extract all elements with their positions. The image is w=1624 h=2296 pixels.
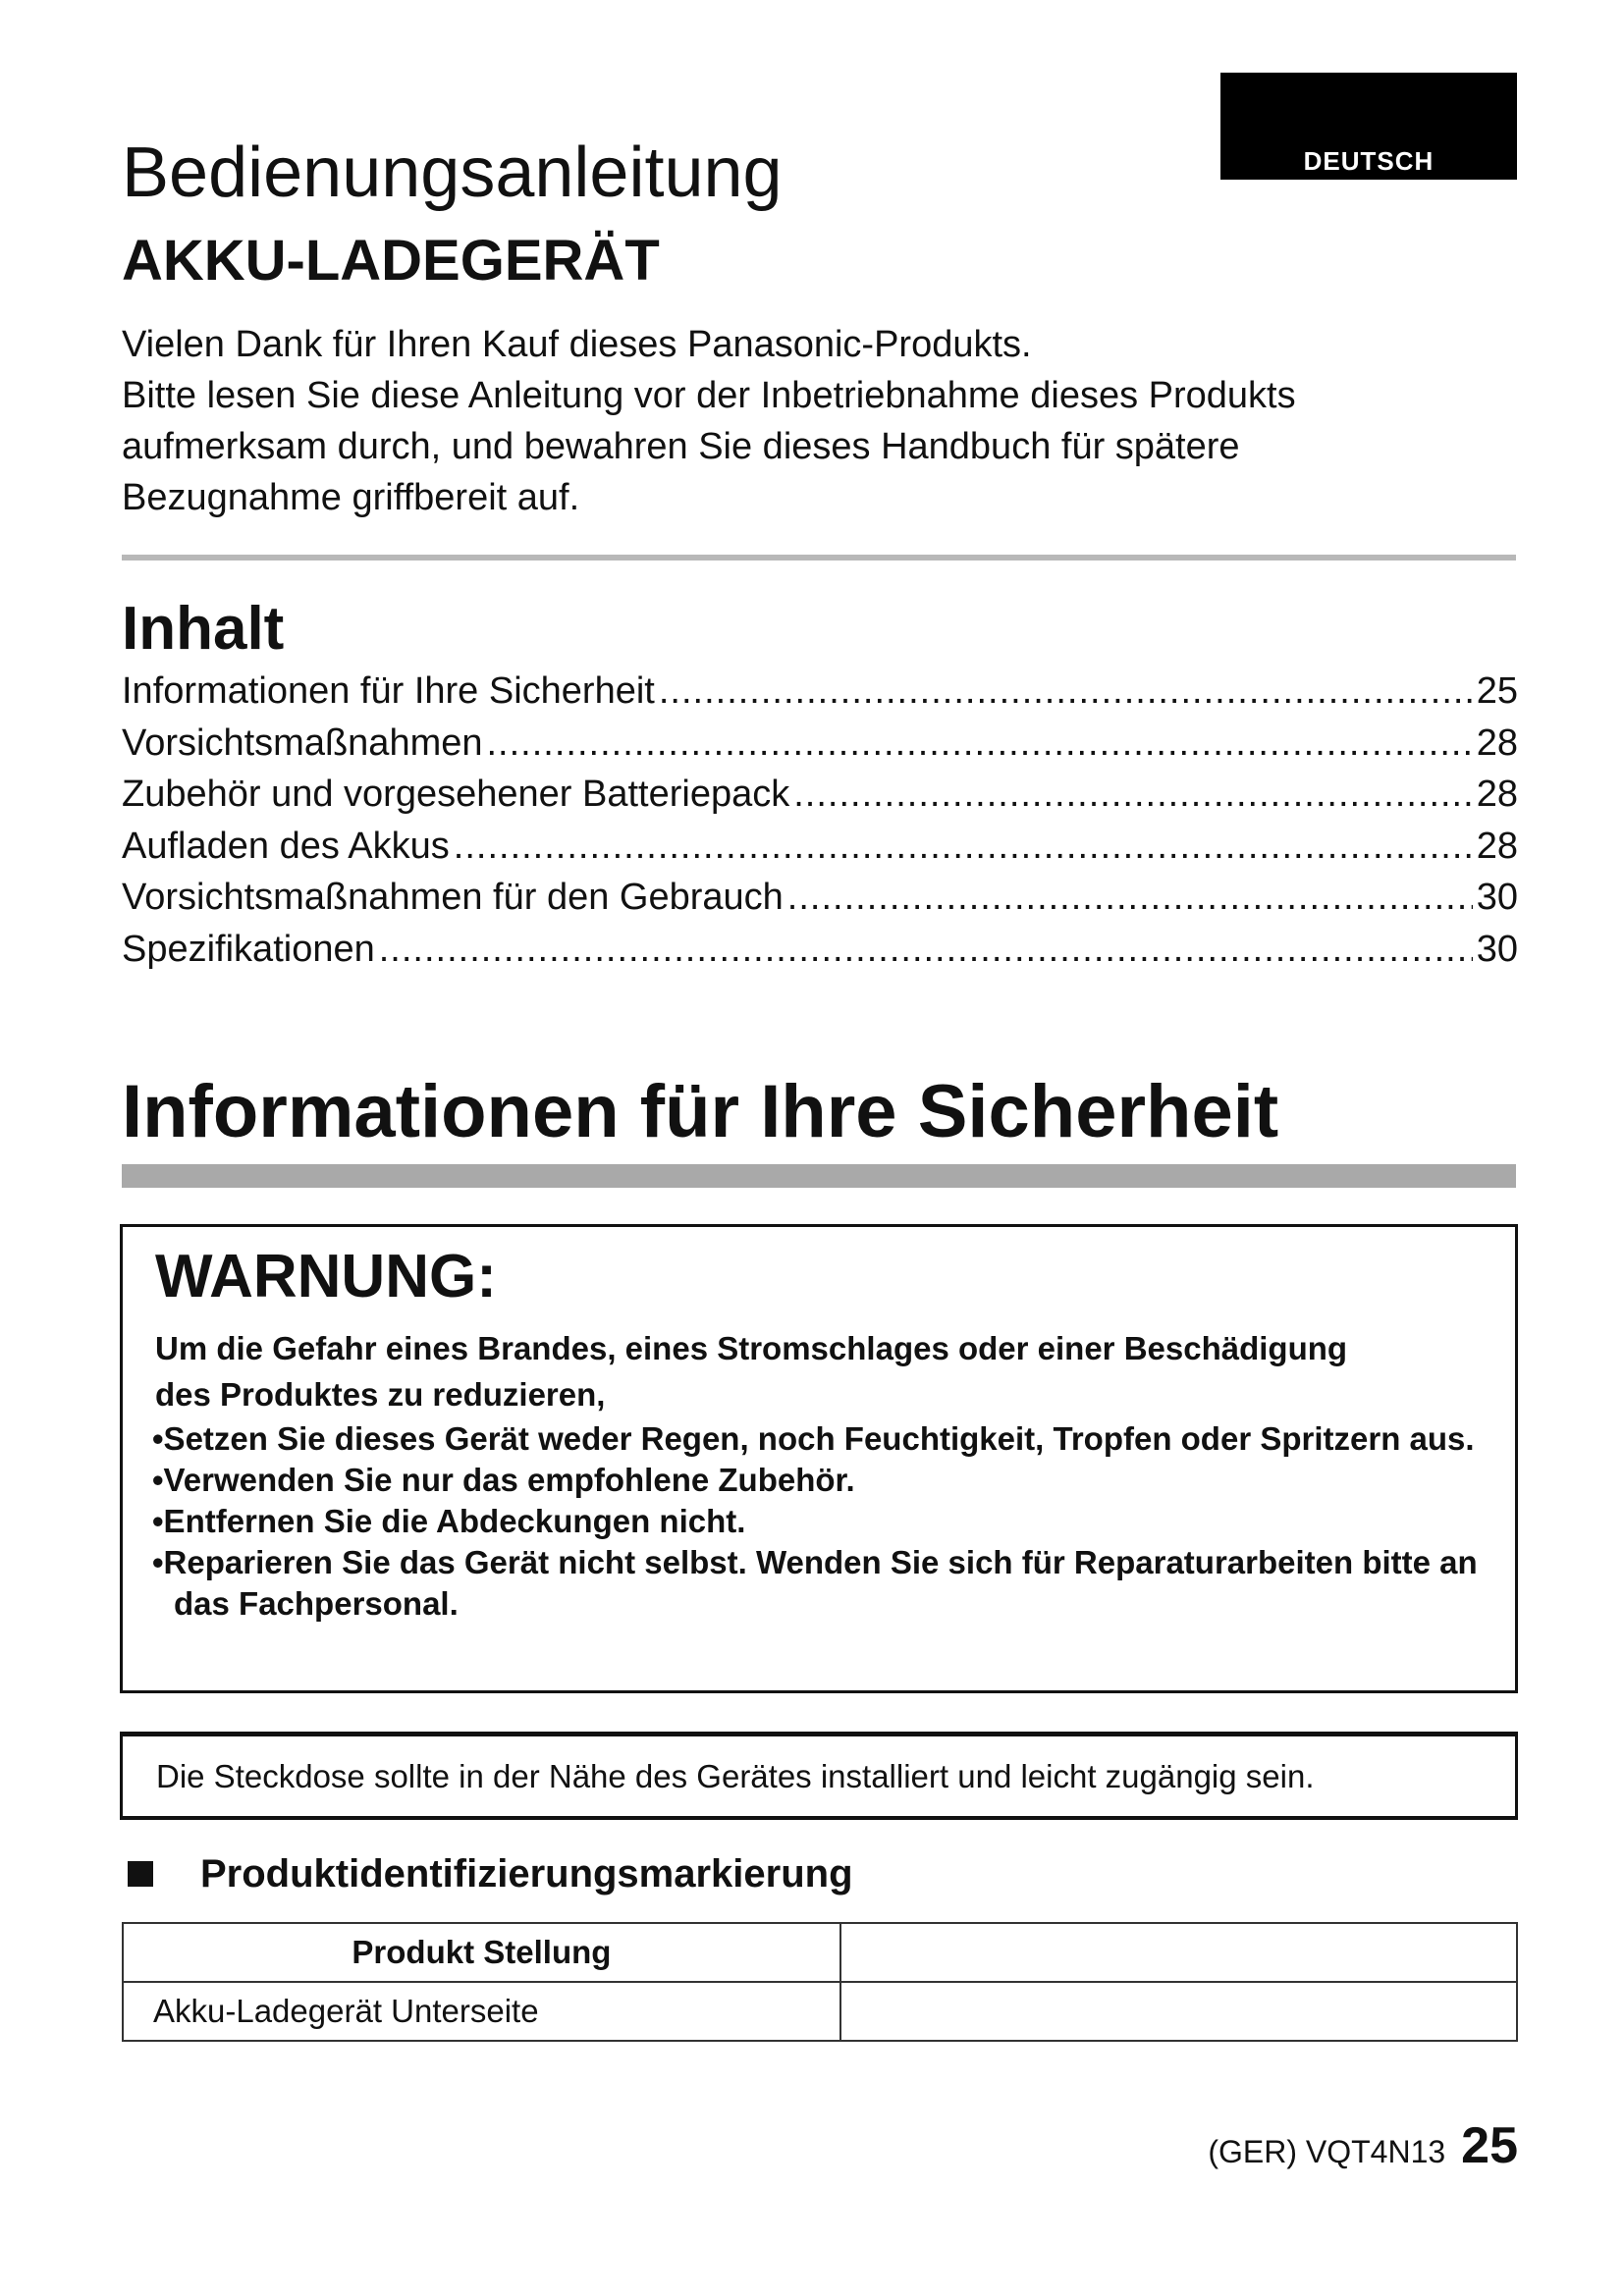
toc-entry-label: Vorsichtsmaßnahmen xyxy=(122,721,483,764)
toc-entry-page: 28 xyxy=(1476,774,1518,815)
language-tab: DEUTSCH xyxy=(1220,73,1517,180)
socket-note-text: Die Steckdose sollte in der Nähe des Gerätes installiert und leicht zugängig sein. xyxy=(156,1757,1315,1794)
toc-entry-label: Informationen für Ihre Sicherheit xyxy=(122,670,655,712)
toc-entry-page: 30 xyxy=(1476,928,1518,970)
toc-entry-label: Vorsichtsmaßnahmen für den Gebrauch xyxy=(122,877,784,918)
section-divider xyxy=(122,1164,1516,1188)
toc-heading: Inhalt xyxy=(122,595,285,663)
product-id-heading xyxy=(122,1854,853,1894)
table-of-contents xyxy=(122,666,1518,975)
page-footer xyxy=(1208,2116,1518,2175)
toc-entry-page: 28 xyxy=(1476,721,1518,764)
product-id-table xyxy=(122,1922,1518,2042)
warning-bullet: •Reparieren Sie das Gerät nicht selbst. Wenden Sie sich für Reparaturarbeiten bitte an das Fachpersonal. xyxy=(152,1544,1478,1622)
toc-entry[interactable] xyxy=(122,769,1518,821)
intro-line: Vielen Dank für Ihren Kauf dieses Panasonic-Produkts. xyxy=(122,324,1032,365)
product-id-heading-text: Produktidentifizierungsmarkierung xyxy=(200,1852,853,1896)
warning-intro xyxy=(155,1325,1490,1417)
intro-line: aufmerksam durch, und bewahren Sie dieses Handbuch für spätere xyxy=(122,426,1240,467)
warning-bullet: •Setzen Sie dieses Gerät weder Regen, noch Feuchtigkeit, Tropfen oder Spritzern aus. xyxy=(152,1420,1475,1457)
square-bullet-icon xyxy=(128,1861,153,1887)
table-header-cell xyxy=(840,1923,1517,1982)
table-header-cell: Produkt Stellung xyxy=(123,1923,840,1982)
toc-entry[interactable] xyxy=(122,924,1518,976)
toc-entry-page: 30 xyxy=(1476,877,1518,918)
toc-entry-page: 25 xyxy=(1476,670,1518,712)
toc-entry-label: Aufladen des Akkus xyxy=(122,825,450,867)
toc-leader-dots xyxy=(487,718,1473,770)
toc-leader-dots xyxy=(659,666,1473,718)
warning-intro-line: Um die Gefahr eines Brandes, eines Stromschlages oder einer Beschädigung xyxy=(155,1330,1348,1366)
intro-line: Bitte lesen Sie diese Anleitung vor der Inbetriebnahme dieses Produkts xyxy=(122,375,1296,416)
intro-paragraph xyxy=(122,319,1496,523)
warning-title: WARNUNG: xyxy=(155,1243,497,1310)
toc-entry-label: Zubehör und vorgesehener Batteriepack xyxy=(122,774,790,815)
document-code: (GER) VQT4N13 xyxy=(1208,2134,1446,2169)
section-heading: Informationen für Ihre Sicherheit xyxy=(122,1070,1279,1153)
toc-entry[interactable] xyxy=(122,821,1518,873)
warning-box xyxy=(120,1224,1518,1693)
page-subtitle: AKKU-LADEGERÄT xyxy=(122,229,660,293)
warning-bullet: •Entfernen Sie die Abdeckungen nicht. xyxy=(152,1503,746,1539)
page-number: 25 xyxy=(1461,2117,1518,2174)
socket-note xyxy=(120,1732,1518,1820)
toc-leader-dots xyxy=(379,924,1473,976)
warning-intro-line: des Produktes zu reduzieren, xyxy=(155,1376,606,1413)
table-cell: Akku-Ladegerät Unterseite xyxy=(123,1982,840,2041)
warning-bullet: •Verwenden Sie nur das empfohlene Zubehör. xyxy=(152,1462,855,1498)
toc-leader-dots xyxy=(454,821,1473,873)
toc-entry[interactable] xyxy=(122,872,1518,924)
table-row xyxy=(123,1982,1517,2041)
toc-entry[interactable] xyxy=(122,718,1518,770)
toc-entry[interactable] xyxy=(122,666,1518,718)
page-title: Bedienungsanleitung xyxy=(122,133,783,212)
toc-leader-dots xyxy=(793,769,1473,821)
intro-line: Bezugnahme griffbereit auf. xyxy=(122,477,580,518)
toc-leader-dots xyxy=(787,872,1473,924)
table-cell xyxy=(840,1982,1517,2041)
warning-bullet-list xyxy=(152,1418,1497,1625)
toc-entry-page: 28 xyxy=(1476,825,1518,867)
toc-entry-label: Spezifikationen xyxy=(122,928,375,970)
table-header-row xyxy=(123,1923,1517,1982)
divider xyxy=(122,555,1516,561)
